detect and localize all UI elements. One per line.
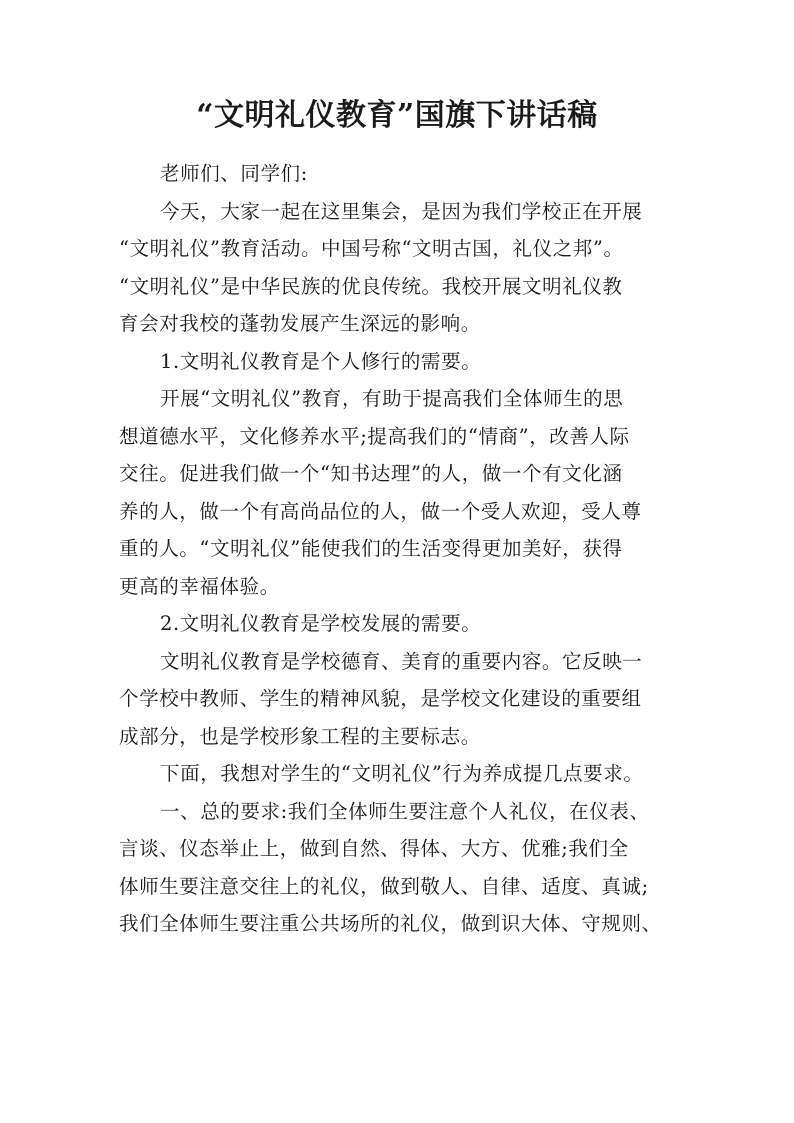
paragraph-line: “文明礼仪”是中华民族的优良传统。我校开展文明礼仪教 (119, 274, 623, 298)
paragraph-line: 今天，大家一起在这里集会，是因为我们学校正在开展 (160, 199, 643, 223)
section-heading: 2.文明礼仪教育是学校发展的需要。 (160, 612, 482, 635)
paragraph-line: 育会对我校的蓬勃发展产生深远的影响。 (119, 312, 481, 335)
paragraph-line: 一、总的要求:我们全体师生要注意个人礼仪，在仪表、 (160, 799, 650, 823)
paragraph-line: 体师生要注意交往上的礼仪，做到敬人、自律、适度、真诚; (119, 874, 649, 898)
paragraph-line: 想道德水平，文化修养水平;提高我们的“情商”，改善人际 (119, 424, 630, 448)
paragraph-line: 成部分，也是学校形象工程的主要标志。 (119, 724, 481, 748)
paragraph-line: “文明礼仪”教育活动。中国号称“文明古国，礼仪之邦”。 (119, 237, 624, 260)
paragraph-line: 重的人。“文明礼仪”能使我们的生活变得更加美好，获得 (119, 537, 623, 560)
section-heading: 1.文明礼仪教育是个人修行的需要。 (160, 349, 482, 373)
paragraph-line: 我们全体师生要注重公共场所的礼仪，做到识大体、守规则、 (119, 912, 662, 935)
document-title: “文明礼仪教育”国旗下讲话稿 (196, 98, 598, 133)
paragraph-line: 下面，我想对学生的“文明礼仪”行为养成提几点要求。 (160, 762, 644, 785)
paragraph-line: 开展“文明礼仪”教育，有助于提高我们全体师生的思 (160, 387, 624, 410)
greeting-line: 老师们、同学们: (160, 162, 308, 185)
document-body (119, 155, 679, 943)
paragraph-line: 养的人，做一个有高尚品位的人，做一个受人欢迎，受人尊 (119, 499, 642, 523)
paragraph-line: 更高的幸福体验。 (119, 574, 280, 598)
paragraph-line: 文明礼仪教育是学校德育、美育的重要内容。它反映一 (160, 649, 643, 673)
paragraph-line: 个学校中教师、学生的精神风貌，是学校文化建设的重要组 (119, 687, 642, 710)
paragraph-line: 交往。促进我们做一个“知书达理”的人，做一个有文化涵 (119, 462, 623, 485)
paragraph-line: 言谈、仪态举止上，做到自然、得体、大方、优雅;我们全 (119, 837, 629, 860)
